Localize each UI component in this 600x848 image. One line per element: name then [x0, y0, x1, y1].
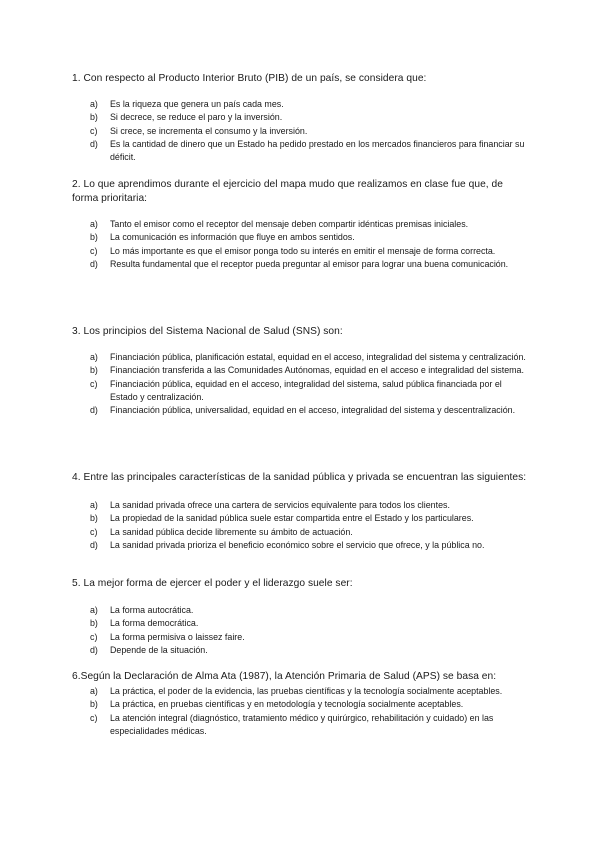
- option-letter: a): [90, 219, 98, 229]
- option-5d: [90, 644, 530, 657]
- question-3-options: [90, 351, 530, 417]
- option-letter: d): [90, 644, 98, 655]
- option-text: La atención integral (diagnóstico, tratamiento médico y quirúrgico, rehabilitación y cuidado) en las especialidades médicas.: [110, 712, 494, 736]
- option-letter: a): [90, 686, 98, 696]
- question-3: 3. Los principios del Sistema Nacional de Salud (SNS) son:: [72, 326, 343, 337]
- option-letter: a): [90, 500, 98, 510]
- option-letter: b): [90, 618, 98, 629]
- option-2b: [90, 231, 530, 244]
- question-6: 6.Según la Declaración de Alma Ata (1987), la Atención Primaria de Salud (APS) se basa en:: [72, 671, 497, 682]
- option-letter: b): [90, 112, 98, 123]
- option-letter: b): [90, 232, 98, 243]
- option-4b: [90, 512, 530, 525]
- option-3d: [90, 404, 530, 417]
- option-text: La comunicación es información que fluye en ambos sentidos.: [110, 232, 355, 243]
- option-text: Depende de la situación.: [110, 644, 208, 655]
- option-5a: [90, 604, 530, 617]
- option-text: Es la cantidad de dinero que un Estado ha pedido prestado en los mercados financieros para financiar su déficit.: [110, 138, 525, 163]
- option-1c: [90, 125, 530, 138]
- question-2-options: [90, 218, 530, 271]
- question-1-options: [90, 98, 530, 164]
- option-text: La práctica, el poder de la evidencia, las pruebas científicas y la tecnología socialmente aceptables.: [110, 686, 503, 696]
- option-letter: d): [90, 539, 98, 550]
- option-2a: [90, 218, 530, 231]
- option-text: La propiedad de la sanidad pública suele estar compartida entre el Estado y los particulares.: [110, 513, 474, 524]
- question-5: 5. La mejor forma de ejercer el poder y el liderazgo suele ser:: [72, 578, 353, 589]
- option-2c: [90, 245, 530, 258]
- option-letter: d): [90, 405, 98, 416]
- option-3b: [90, 364, 530, 377]
- option-letter: c): [90, 712, 98, 723]
- option-letter: d): [90, 258, 98, 269]
- option-text: La sanidad privada prioriza el beneficio económico sobre el servicio que ofrece, y la pública no.: [110, 539, 485, 550]
- option-letter: b): [90, 699, 98, 710]
- option-4d: [90, 539, 530, 552]
- option-letter: c): [90, 245, 98, 256]
- option-letter: a): [90, 99, 98, 109]
- option-text: La práctica, en pruebas científicas y en metodología y tecnología socialmente aceptables.: [110, 699, 464, 710]
- option-4c: [90, 526, 530, 539]
- option-text: La forma democrática.: [110, 618, 199, 629]
- option-letter: a): [90, 352, 98, 362]
- option-3a: [90, 351, 530, 364]
- option-text: La forma permisiva o laissez faire.: [110, 631, 245, 642]
- option-6c: [90, 712, 530, 739]
- question-5-options: [90, 604, 530, 657]
- option-text: Financiación pública, planificación estatal, equidad en el acceso, integralidad del sistema y centralización.: [110, 352, 526, 362]
- option-letter: c): [90, 125, 98, 136]
- question-2: 2. Lo que aprendimos durante el ejercicio del mapa mudo que realizamos en clase fue que, de forma prioritaria:: [72, 179, 503, 204]
- question-6-options: [90, 685, 530, 738]
- option-text: Si decrece, se reduce el paro y la inversión.: [110, 112, 283, 123]
- option-text: La sanidad pública decide libremente su ámbito de actuación.: [110, 526, 353, 537]
- option-letter: c): [90, 378, 98, 389]
- option-letter: a): [90, 605, 98, 615]
- option-text: Lo más importante es que el emisor ponga todo su interés en emitir el mensaje de forma correcta.: [110, 245, 496, 256]
- option-5b: [90, 617, 530, 630]
- option-6b: [90, 698, 530, 711]
- option-1d: [90, 138, 530, 165]
- question-4-options: [90, 499, 530, 552]
- option-text: Financiación pública, equidad en el acceso, integralidad del sistema, salud pública financiada por el Estado y centralización.: [110, 378, 502, 402]
- option-letter: b): [90, 513, 98, 524]
- option-1a: [90, 98, 530, 111]
- option-4a: [90, 499, 530, 512]
- option-1b: [90, 111, 530, 124]
- option-letter: c): [90, 526, 98, 537]
- option-letter: b): [90, 365, 98, 376]
- question-1: 1. Con respecto al Producto Interior Bruto (PIB) de un país, se considera que:: [72, 73, 427, 84]
- option-2d: [90, 258, 530, 271]
- option-letter: d): [90, 138, 98, 149]
- option-text: Tanto el emisor como el receptor del mensaje deben compartir idénticas premisas iniciales.: [110, 219, 469, 229]
- option-6a: [90, 685, 530, 698]
- option-letter: c): [90, 631, 98, 642]
- option-text: La sanidad privada ofrece una cartera de servicios equivalente para todos los clientes.: [110, 500, 450, 510]
- option-5c: [90, 631, 530, 644]
- option-text: Si crece, se incrementa el consumo y la inversión.: [110, 125, 308, 136]
- option-text: Resulta fundamental que el receptor pueda preguntar al emisor para lograr una buena comunicación.: [110, 258, 509, 269]
- question-4: 4. Entre las principales características de la sanidad pública y privada se encuentran las siguientes:: [72, 472, 527, 483]
- option-text: Financiación pública, universalidad, equidad en el acceso, integralidad del sistema y descentralización.: [110, 405, 516, 416]
- option-text: Es la riqueza que genera un país cada mes.: [110, 99, 284, 109]
- option-text: La forma autocrática.: [110, 605, 194, 615]
- option-text: Financiación transferida a las Comunidades Autónomas, equidad en el acceso e integralidad del sistema.: [110, 365, 524, 376]
- option-3c: [90, 378, 530, 405]
